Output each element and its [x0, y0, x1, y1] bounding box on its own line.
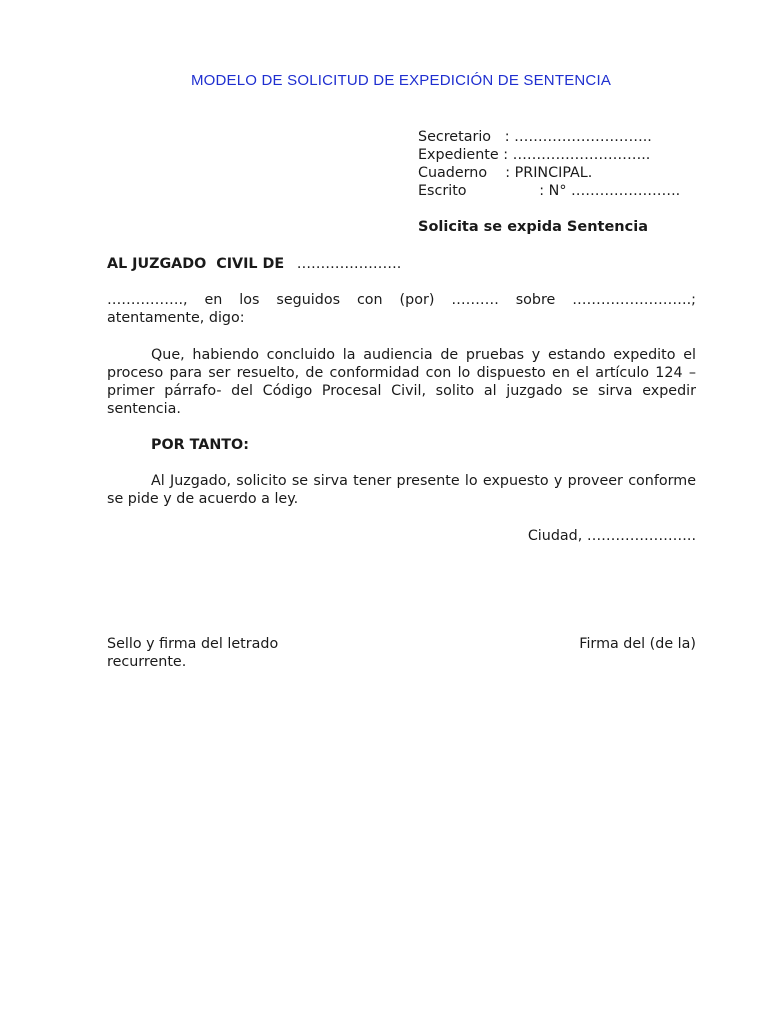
meta-label: Secretario — [418, 129, 505, 145]
meta-label: Expediente — [418, 147, 504, 163]
party-signature-line: Firma del (de la) — [579, 636, 696, 652]
case-metadata — [418, 128, 680, 200]
meta-value: : N° ………………….. — [539, 183, 681, 199]
meta-row-secretario — [418, 128, 680, 146]
por-tanto-heading: POR TANTO: — [151, 437, 249, 453]
meta-value: : PRINCIPAL. — [505, 165, 593, 181]
meta-label: Escrito — [418, 183, 540, 199]
request-summary: Solicita se expida Sentencia — [418, 219, 648, 235]
request-paragraph: Que, habiendo concluido la audiencia de pruebas y estando expedito el proceso para ser resuelto, de conformidad con lo dispuesto en el artículo 124 –primer párrafo- del Código Procesal Civil, solito al juzgado se sirva expedir sentencia. — [107, 347, 696, 417]
closing-paragraph: Al Juzgado, solicito se sirva tener presente lo expuesto y proveer conforme se pide y de acuerdo a ley. — [107, 473, 696, 507]
intro-paragraph: ……………., en los seguidos con (por) ………. sobre …………………….; atentamente, digo: — [107, 292, 696, 326]
meta-row-expediente — [418, 146, 680, 164]
city-date-line: Ciudad, ………………….. — [527, 528, 696, 544]
court-label: AL JUZGADO CIVIL DE — [107, 256, 285, 272]
lawyer-signature-line: Sello y firma del letrado recurrente. — [107, 636, 279, 670]
meta-row-escrito — [418, 182, 680, 200]
court-blank: …………………. — [296, 256, 402, 272]
meta-row-cuaderno — [418, 164, 680, 182]
meta-value: : ……………………….. — [504, 129, 652, 145]
meta-label: Cuaderno — [418, 165, 506, 181]
document-title: MODELO DE SOLICITUD DE EXPEDICIÓN DE SENTENCIA — [190, 72, 612, 89]
court-addressee — [107, 255, 401, 273]
meta-value: : ……………………….. — [503, 147, 651, 163]
